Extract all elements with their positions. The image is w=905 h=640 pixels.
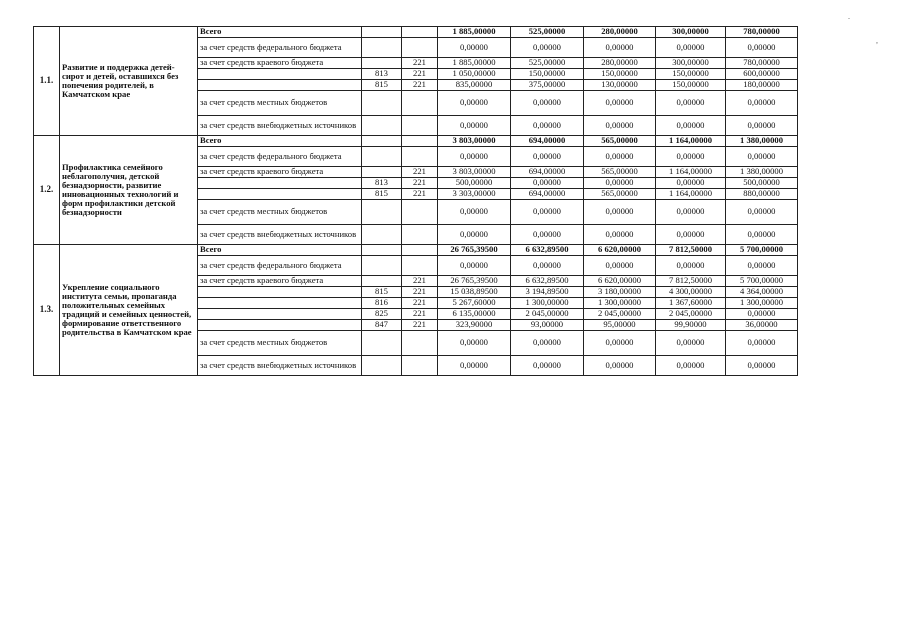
funding-source-cell	[198, 69, 362, 80]
amount-year-cell: 95,00000	[584, 320, 656, 331]
kosgu-code-cell	[402, 356, 438, 376]
grbs-code-cell: 815	[362, 287, 402, 298]
amount-year-cell: 1 164,00000	[656, 136, 726, 147]
funding-source-cell: за счет средств федерального бюджета	[198, 147, 362, 167]
grbs-code-cell	[362, 38, 402, 58]
amount-year-cell: 130,00000	[584, 80, 656, 91]
amount-year-cell: 375,00000	[511, 80, 584, 91]
amount-total-cell: 0,00000	[438, 116, 511, 136]
table-row-total	[34, 136, 798, 147]
grbs-code-cell: 816	[362, 298, 402, 309]
section-number: 1.3.	[34, 245, 60, 376]
section-number: 1.1.	[34, 27, 60, 136]
amount-year-cell: 0,00000	[656, 147, 726, 167]
amount-year-cell: 4 364,00000	[726, 287, 798, 298]
amount-year-cell: 0,00000	[584, 147, 656, 167]
amount-year-cell: 150,00000	[656, 80, 726, 91]
amount-year-cell: 7 812,50000	[656, 245, 726, 256]
amount-year-cell: 1 164,00000	[656, 167, 726, 178]
grbs-code-cell	[362, 256, 402, 276]
grbs-code-cell: 815	[362, 189, 402, 200]
kosgu-code-cell	[402, 91, 438, 116]
amount-year-cell: 565,00000	[584, 189, 656, 200]
amount-year-cell: 0,00000	[656, 356, 726, 376]
funding-source-cell: за счет средств местных бюджетов	[198, 200, 362, 225]
amount-year-cell: 0,00000	[656, 38, 726, 58]
funding-source-cell	[198, 298, 362, 309]
funding-source-cell: Всего	[198, 27, 362, 38]
funding-source-cell: за счет средств местных бюджетов	[198, 91, 362, 116]
amount-total-cell: 5 267,60000	[438, 298, 511, 309]
funding-source-cell	[198, 80, 362, 91]
grbs-code-cell	[362, 167, 402, 178]
amount-year-cell: 694,00000	[511, 167, 584, 178]
amount-year-cell: 1 300,00000	[584, 298, 656, 309]
funding-source-cell	[198, 287, 362, 298]
grbs-code-cell: 825	[362, 309, 402, 320]
kosgu-code-cell: 221	[402, 287, 438, 298]
amount-year-cell: 565,00000	[584, 167, 656, 178]
amount-year-cell: 0,00000	[726, 147, 798, 167]
kosgu-code-cell	[402, 225, 438, 245]
funding-source-cell: за счет средств внебюджетных источников	[198, 356, 362, 376]
kosgu-code-cell: 221	[402, 189, 438, 200]
amount-year-cell: 0,00000	[656, 331, 726, 356]
section-name: Профилактика семейного неблагополучия, детской безнадзорности, развитие инновационных технологий и форм профилактики детской безнадзорности	[60, 136, 198, 245]
amount-year-cell: 780,00000	[726, 58, 798, 69]
grbs-code-cell	[362, 58, 402, 69]
kosgu-code-cell: 221	[402, 69, 438, 80]
amount-year-cell: 3 194,89500	[511, 287, 584, 298]
amount-total-cell: 0,00000	[438, 38, 511, 58]
amount-year-cell: 1 300,00000	[726, 298, 798, 309]
amount-year-cell: 0,00000	[584, 356, 656, 376]
kosgu-code-cell	[402, 200, 438, 225]
kosgu-code-cell: 221	[402, 320, 438, 331]
grbs-code-cell: 813	[362, 178, 402, 189]
grbs-code-cell	[362, 116, 402, 136]
amount-year-cell: 525,00000	[511, 58, 584, 69]
amount-year-cell: 1 300,00000	[511, 298, 584, 309]
amount-year-cell: 0,00000	[726, 116, 798, 136]
grbs-code-cell: 815	[362, 80, 402, 91]
amount-year-cell: 0,00000	[511, 147, 584, 167]
amount-year-cell: 0,00000	[656, 91, 726, 116]
grbs-code-cell	[362, 356, 402, 376]
amount-year-cell: 0,00000	[584, 38, 656, 58]
amount-total-cell: 6 135,00000	[438, 309, 511, 320]
amount-year-cell: 0,00000	[656, 256, 726, 276]
amount-year-cell: 3 180,00000	[584, 287, 656, 298]
kosgu-code-cell: 221	[402, 58, 438, 69]
funding-source-cell: за счет средств местных бюджетов	[198, 331, 362, 356]
amount-year-cell: 4 300,00000	[656, 287, 726, 298]
amount-year-cell: 525,00000	[511, 27, 584, 38]
amount-year-cell: 150,00000	[511, 69, 584, 80]
grbs-code-cell: 813	[362, 69, 402, 80]
amount-year-cell: 0,00000	[726, 38, 798, 58]
amount-year-cell: 0,00000	[584, 178, 656, 189]
kosgu-code-cell	[402, 147, 438, 167]
amount-total-cell: 0,00000	[438, 200, 511, 225]
amount-total-cell: 26 765,39500	[438, 245, 511, 256]
kosgu-code-cell: 221	[402, 167, 438, 178]
amount-year-cell: 0,00000	[511, 200, 584, 225]
amount-year-cell: 600,00000	[726, 69, 798, 80]
amount-year-cell: 694,00000	[511, 136, 584, 147]
funding-source-cell	[198, 320, 362, 331]
grbs-code-cell	[362, 27, 402, 38]
amount-total-cell: 323,90000	[438, 320, 511, 331]
amount-year-cell: 0,00000	[656, 225, 726, 245]
funding-source-cell: Всего	[198, 245, 362, 256]
amount-year-cell: 0,00000	[726, 200, 798, 225]
amount-year-cell: 5 700,00000	[726, 245, 798, 256]
budget-table-sheet	[33, 26, 798, 376]
kosgu-code-cell	[402, 256, 438, 276]
amount-year-cell: 500,00000	[726, 178, 798, 189]
amount-year-cell: 0,00000	[511, 356, 584, 376]
margin-mark-side: ,	[876, 36, 878, 45]
amount-year-cell: 0,00000	[726, 309, 798, 320]
grbs-code-cell	[362, 91, 402, 116]
amount-year-cell: 36,00000	[726, 320, 798, 331]
amount-year-cell: 780,00000	[726, 27, 798, 38]
amount-year-cell: 180,00000	[726, 80, 798, 91]
amount-year-cell: 1 380,00000	[726, 136, 798, 147]
section-name: Укрепление социального института семьи, пропаганда положительных семейных традиций и семейных ценностей, формирование ответственного родительства в Камчатском крае	[60, 245, 198, 376]
amount-total-cell: 1 885,00000	[438, 27, 511, 38]
amount-total-cell: 3 303,00000	[438, 189, 511, 200]
grbs-code-cell	[362, 245, 402, 256]
amount-year-cell: 880,00000	[726, 189, 798, 200]
amount-year-cell: 300,00000	[656, 58, 726, 69]
funding-source-cell: за счет средств краевого бюджета	[198, 276, 362, 287]
amount-year-cell: 280,00000	[584, 58, 656, 69]
amount-year-cell: 0,00000	[726, 256, 798, 276]
amount-total-cell: 0,00000	[438, 91, 511, 116]
amount-year-cell: 6 620,00000	[584, 276, 656, 287]
amount-year-cell: 5 700,00000	[726, 276, 798, 287]
kosgu-code-cell	[402, 245, 438, 256]
funding-source-cell: за счет средств внебюджетных источников	[198, 116, 362, 136]
amount-year-cell: 0,00000	[584, 91, 656, 116]
grbs-code-cell	[362, 276, 402, 287]
section-number: 1.2.	[34, 136, 60, 245]
amount-year-cell: 0,00000	[726, 225, 798, 245]
kosgu-code-cell: 221	[402, 80, 438, 91]
amount-year-cell: 2 045,00000	[584, 309, 656, 320]
amount-year-cell: 0,00000	[584, 225, 656, 245]
amount-year-cell: 99,90000	[656, 320, 726, 331]
amount-year-cell: 7 812,50000	[656, 276, 726, 287]
funding-source-cell: за счет средств федерального бюджета	[198, 256, 362, 276]
amount-year-cell: 0,00000	[511, 116, 584, 136]
amount-year-cell: 6 632,89500	[511, 245, 584, 256]
amount-year-cell: 0,00000	[726, 331, 798, 356]
funding-source-cell	[198, 189, 362, 200]
kosgu-code-cell: 221	[402, 298, 438, 309]
kosgu-code-cell: 221	[402, 309, 438, 320]
amount-total-cell: 3 803,00000	[438, 167, 511, 178]
funding-source-cell: за счет средств краевого бюджета	[198, 167, 362, 178]
amount-year-cell: 150,00000	[584, 69, 656, 80]
funding-source-cell: Всего	[198, 136, 362, 147]
amount-year-cell: 280,00000	[584, 27, 656, 38]
amount-year-cell: 1 380,00000	[726, 167, 798, 178]
budget-table	[33, 26, 798, 376]
amount-total-cell: 500,00000	[438, 178, 511, 189]
kosgu-code-cell	[402, 136, 438, 147]
amount-total-cell: 1 050,00000	[438, 69, 511, 80]
amount-year-cell: 1 367,60000	[656, 298, 726, 309]
kosgu-code-cell: 221	[402, 178, 438, 189]
amount-year-cell: 0,00000	[584, 116, 656, 136]
amount-total-cell: 1 885,00000	[438, 58, 511, 69]
grbs-code-cell	[362, 331, 402, 356]
grbs-code-cell: 847	[362, 320, 402, 331]
amount-year-cell: 6 620,00000	[584, 245, 656, 256]
amount-year-cell: 0,00000	[584, 331, 656, 356]
kosgu-code-cell	[402, 38, 438, 58]
amount-year-cell: 694,00000	[511, 189, 584, 200]
amount-year-cell: 0,00000	[584, 256, 656, 276]
funding-source-cell: за счет средств федерального бюджета	[198, 38, 362, 58]
kosgu-code-cell	[402, 116, 438, 136]
funding-source-cell	[198, 178, 362, 189]
amount-year-cell: 0,00000	[656, 116, 726, 136]
amount-total-cell: 15 038,89500	[438, 287, 511, 298]
amount-year-cell: 2 045,00000	[511, 309, 584, 320]
amount-year-cell: 6 632,89500	[511, 276, 584, 287]
amount-year-cell: 0,00000	[511, 178, 584, 189]
section-name: Развитие и поддержка детей-сирот и детей, оставшихся без попечения родителей, в Камчатском крае	[60, 27, 198, 136]
table-row-total	[34, 27, 798, 38]
amount-year-cell: 93,00000	[511, 320, 584, 331]
amount-total-cell: 835,00000	[438, 80, 511, 91]
funding-source-cell: за счет средств внебюджетных источников	[198, 225, 362, 245]
amount-total-cell: 0,00000	[438, 256, 511, 276]
amount-year-cell: 565,00000	[584, 136, 656, 147]
amount-year-cell: 0,00000	[511, 331, 584, 356]
amount-year-cell: 0,00000	[656, 200, 726, 225]
amount-year-cell: 0,00000	[656, 178, 726, 189]
grbs-code-cell	[362, 147, 402, 167]
amount-total-cell: 0,00000	[438, 225, 511, 245]
amount-total-cell: 0,00000	[438, 356, 511, 376]
funding-source-cell: за счет средств краевого бюджета	[198, 58, 362, 69]
amount-year-cell: 0,00000	[511, 256, 584, 276]
amount-year-cell: 0,00000	[511, 225, 584, 245]
amount-year-cell: 1 164,00000	[656, 189, 726, 200]
amount-year-cell: 0,00000	[511, 38, 584, 58]
kosgu-code-cell	[402, 331, 438, 356]
funding-source-cell	[198, 309, 362, 320]
kosgu-code-cell: 221	[402, 276, 438, 287]
amount-total-cell: 3 803,00000	[438, 136, 511, 147]
amount-total-cell: 26 765,39500	[438, 276, 511, 287]
table-row-total	[34, 245, 798, 256]
kosgu-code-cell	[402, 27, 438, 38]
amount-year-cell: 0,00000	[726, 356, 798, 376]
grbs-code-cell	[362, 225, 402, 245]
grbs-code-cell	[362, 136, 402, 147]
amount-total-cell: 0,00000	[438, 331, 511, 356]
amount-year-cell: 0,00000	[726, 91, 798, 116]
amount-year-cell: 300,00000	[656, 27, 726, 38]
margin-mark-top: .	[848, 12, 850, 21]
amount-year-cell: 0,00000	[584, 200, 656, 225]
grbs-code-cell	[362, 200, 402, 225]
amount-year-cell: 150,00000	[656, 69, 726, 80]
amount-total-cell: 0,00000	[438, 147, 511, 167]
amount-year-cell: 2 045,00000	[656, 309, 726, 320]
amount-year-cell: 0,00000	[511, 91, 584, 116]
